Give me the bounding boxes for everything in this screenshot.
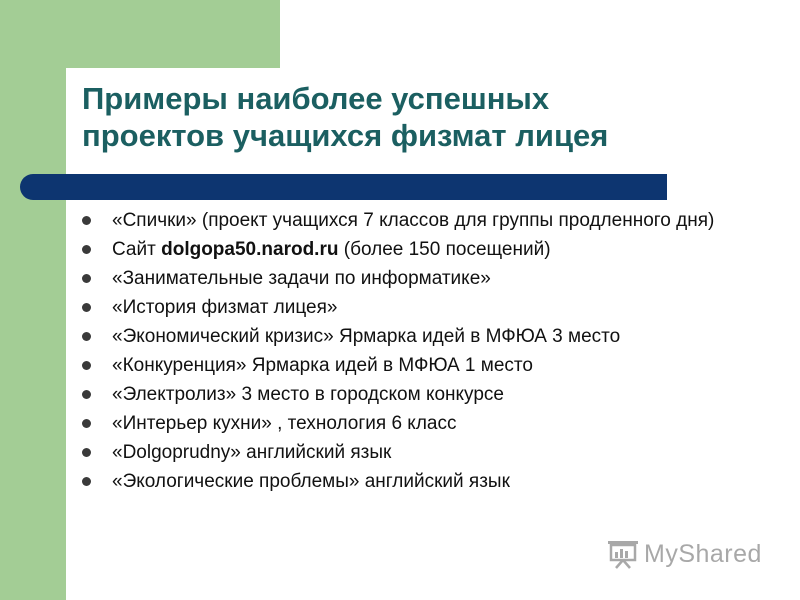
item-text: «Интерьер кухни» , технология 6 класс <box>112 413 457 434</box>
bullet-dot <box>82 419 91 428</box>
list-item-competition <box>80 355 760 376</box>
list-item-website <box>80 239 760 260</box>
bullet-dot <box>82 303 91 312</box>
bullet-dot <box>82 245 91 254</box>
bullet-dot <box>82 361 91 370</box>
list-item-matches <box>80 210 760 231</box>
bullet-dot <box>82 274 91 283</box>
item-text: «Электролиз» 3 место в городском конкурсе <box>112 384 504 405</box>
item-text: «Занимательные задачи по информатике» <box>112 268 491 289</box>
item-text-suffix: (более 150 посещений) <box>338 239 551 260</box>
list-item-economic-crisis <box>80 326 760 347</box>
item-text-prefix: Сайт <box>112 239 162 260</box>
item-text: «История физмат лицея» <box>112 297 338 318</box>
list-item-history <box>80 297 760 318</box>
bullet-dot <box>82 216 91 225</box>
side-green-strip <box>0 0 66 600</box>
website-link-text: dolgopa50.narod.ru <box>161 239 339 260</box>
bullet-dot <box>82 448 91 457</box>
slide-title <box>82 80 742 154</box>
item-text: «Экологические проблемы» английский язык <box>112 471 510 492</box>
watermark-text: MyShared <box>644 539 762 568</box>
list-item-electrolysis <box>80 384 760 405</box>
list-item-puzzles <box>80 268 760 289</box>
item-text: «Экономический кризис» Ярмарка идей в МФЮА 3 место <box>112 326 621 347</box>
bullet-dot <box>82 332 91 341</box>
item-text: «Спички» (проект учащихся 7 классов для группы продленного дня) <box>112 210 715 231</box>
item-text: «Dolgoprudny» английский язык <box>112 442 392 463</box>
title-underline-bar <box>20 174 667 200</box>
list-item-kitchen-interior <box>80 413 760 434</box>
title-line-1: Примеры наиболее успешных <box>82 81 550 116</box>
item-text: «Конкуренция» Ярмарка идей в МФЮА 1 место <box>112 355 533 376</box>
title-line-2: проектов учащихся физмат лицея <box>82 118 609 153</box>
list-item-dolgoprudny <box>80 442 760 463</box>
bullet-dot <box>82 477 91 486</box>
list-item-ecology <box>80 471 760 492</box>
watermark <box>606 536 762 572</box>
top-green-corner <box>0 0 280 68</box>
bullet-dot <box>82 390 91 399</box>
project-list <box>80 210 760 500</box>
presentation-board-icon <box>606 539 640 569</box>
